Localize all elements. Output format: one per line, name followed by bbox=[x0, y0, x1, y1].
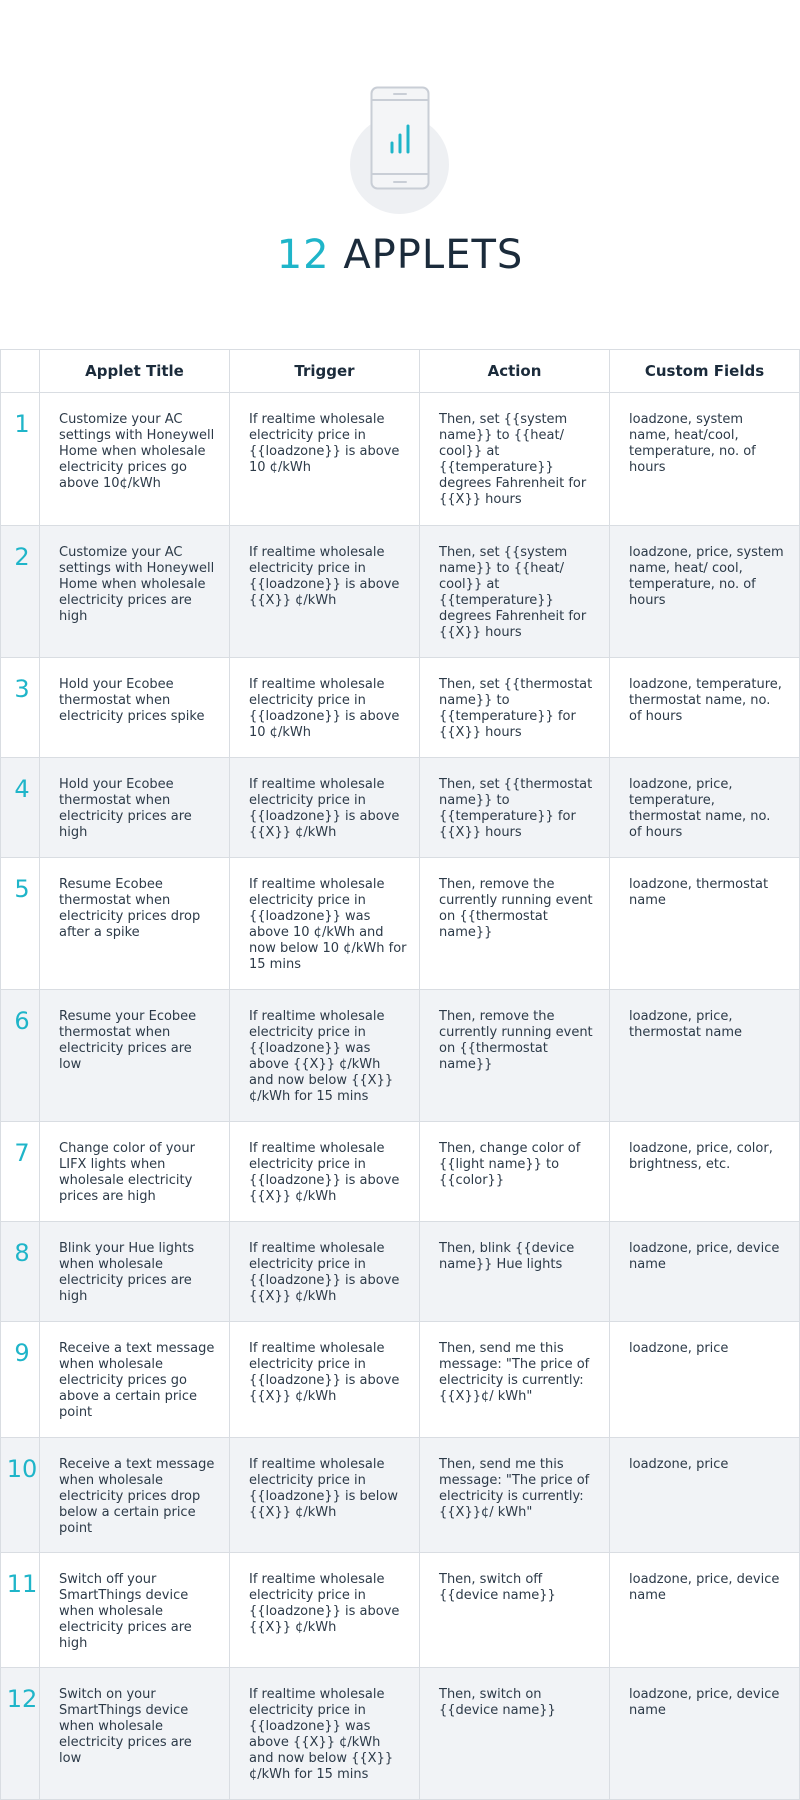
applets-table bbox=[0, 349, 800, 1800]
applet-title-cell: Switch off your SmartThings device when wholesale electricity prices are high bbox=[40, 1553, 230, 1668]
custom-fields-cell: loadzone, price, color, brightness, etc. bbox=[610, 1122, 800, 1222]
applet-title-cell: Customize your AC settings with Honeywell Home when wholesale electricity prices are high bbox=[40, 526, 230, 658]
header-applet-title: Applet Title bbox=[40, 350, 230, 393]
action-cell: Then, switch on {{device name}} bbox=[420, 1668, 610, 1800]
action-cell: Then, set {{thermostat name}} to {{temperature}} for {{X}} hours bbox=[420, 658, 610, 758]
trigger-cell: If realtime wholesale electricity price in {{loadzone}} is above {{X}} ¢/kWh bbox=[230, 1322, 420, 1438]
action-cell: Then, send me this message: "The price of electricity is currently: {{X}}¢/ kWh" bbox=[420, 1322, 610, 1438]
action-cell: Then, set {{thermostat name}} to {{temperature}} for {{X}} hours bbox=[420, 758, 610, 858]
applet-title-cell: Receive a text message when wholesale electricity prices go above a certain price point bbox=[40, 1322, 230, 1438]
trigger-cell: If realtime wholesale electricity price in {{loadzone}} was above {{X}} ¢/kWh and now below {{X}} ¢/kWh for 15 mins bbox=[230, 1668, 420, 1800]
table-row bbox=[1, 1322, 800, 1438]
table-row bbox=[1, 1122, 800, 1222]
trigger-cell: If realtime wholesale electricity price in {{loadzone}} is below {{X}} ¢/kWh bbox=[230, 1438, 420, 1553]
custom-fields-cell: loadzone, price, device name bbox=[610, 1553, 800, 1668]
applet-title-cell: Change color of your LIFX lights when wholesale electricity prices are high bbox=[40, 1122, 230, 1222]
table-row bbox=[1, 990, 800, 1122]
custom-fields-cell: loadzone, system name, heat/cool, temperature, no. of hours bbox=[610, 393, 800, 526]
custom-fields-cell: loadzone, price, device name bbox=[610, 1668, 800, 1800]
table-row bbox=[1, 393, 800, 526]
trigger-cell: If realtime wholesale electricity price in {{loadzone}} is above {{X}} ¢/kWh bbox=[230, 526, 420, 658]
table-row bbox=[1, 526, 800, 658]
trigger-cell: If realtime wholesale electricity price in {{loadzone}} was above {{X}} ¢/kWh and now below {{X}} ¢/kWh for 15 mins bbox=[230, 990, 420, 1122]
row-number: 1 bbox=[1, 393, 40, 526]
phone-chart-icon bbox=[370, 86, 430, 191]
action-cell: Then, remove the currently running event on {{thermostat name}} bbox=[420, 990, 610, 1122]
custom-fields-cell: loadzone, price bbox=[610, 1322, 800, 1438]
applet-title-cell: Switch on your SmartThings device when wholesale electricity prices are low bbox=[40, 1668, 230, 1800]
table-row bbox=[1, 758, 800, 858]
applet-title-cell: Blink your Hue lights when wholesale electricity prices are high bbox=[40, 1222, 230, 1322]
custom-fields-cell: loadzone, price, device name bbox=[610, 1222, 800, 1322]
custom-fields-cell: loadzone, thermostat name bbox=[610, 858, 800, 990]
applet-title-cell: Hold your Ecobee thermostat when electricity prices are high bbox=[40, 758, 230, 858]
header-trigger: Trigger bbox=[230, 350, 420, 393]
action-cell: Then, switch off {{device name}} bbox=[420, 1553, 610, 1668]
trigger-cell: If realtime wholesale electricity price in {{loadzone}} is above 10 ¢/kWh bbox=[230, 393, 420, 526]
row-number: 11 bbox=[1, 1553, 40, 1668]
custom-fields-cell: loadzone, price bbox=[610, 1438, 800, 1553]
header-action: Action bbox=[420, 350, 610, 393]
trigger-cell: If realtime wholesale electricity price in {{loadzone}} is above {{X}} ¢/kWh bbox=[230, 1122, 420, 1222]
row-number: 4 bbox=[1, 758, 40, 858]
row-number: 12 bbox=[1, 1668, 40, 1800]
header-number bbox=[1, 350, 40, 393]
row-number: 10 bbox=[1, 1438, 40, 1553]
table-row bbox=[1, 658, 800, 758]
page-title-text: APPLETS bbox=[343, 232, 524, 278]
action-cell: Then, remove the currently running event on {{thermostat name}} bbox=[420, 858, 610, 990]
custom-fields-cell: loadzone, price, thermostat name bbox=[610, 990, 800, 1122]
action-cell: Then, send me this message: "The price of electricity is currently: {{X}}¢/ kWh" bbox=[420, 1438, 610, 1553]
table-row bbox=[1, 1553, 800, 1668]
applet-title-cell: Hold your Ecobee thermostat when electricity prices spike bbox=[40, 658, 230, 758]
table-row bbox=[1, 858, 800, 990]
page-title bbox=[0, 232, 800, 278]
row-number: 5 bbox=[1, 858, 40, 990]
custom-fields-cell: loadzone, price, system name, heat/ cool, temperature, no. of hours bbox=[610, 526, 800, 658]
applet-title-cell: Receive a text message when wholesale electricity prices drop below a certain price point bbox=[40, 1438, 230, 1553]
custom-fields-cell: loadzone, price, temperature, thermostat name, no. of hours bbox=[610, 758, 800, 858]
trigger-cell: If realtime wholesale electricity price in {{loadzone}} is above {{X}} ¢/kWh bbox=[230, 1222, 420, 1322]
table-header-row bbox=[1, 350, 800, 393]
row-number: 2 bbox=[1, 526, 40, 658]
trigger-cell: If realtime wholesale electricity price in {{loadzone}} is above {{X}} ¢/kWh bbox=[230, 1553, 420, 1668]
row-number: 7 bbox=[1, 1122, 40, 1222]
trigger-cell: If realtime wholesale electricity price in {{loadzone}} is above {{X}} ¢/kWh bbox=[230, 758, 420, 858]
applet-title-cell: Resume your Ecobee thermostat when electricity prices are low bbox=[40, 990, 230, 1122]
trigger-cell: If realtime wholesale electricity price in {{loadzone}} was above 10 ¢/kWh and now below 10 ¢/kWh for 15 mins bbox=[230, 858, 420, 990]
applet-count: 12 bbox=[276, 232, 330, 278]
applet-title-cell: Customize your AC settings with Honeywell Home when wholesale electricity prices go above 10¢/kWh bbox=[40, 393, 230, 526]
action-cell: Then, set {{system name}} to {{heat/ cool}} at {{temperature}} degrees Fahrenheit for {{X}} hours bbox=[420, 393, 610, 526]
action-cell: Then, blink {{device name}} Hue lights bbox=[420, 1222, 610, 1322]
table-row bbox=[1, 1668, 800, 1800]
row-number: 9 bbox=[1, 1322, 40, 1438]
action-cell: Then, set {{system name}} to {{heat/ cool}} at {{temperature}} degrees Fahrenheit for {{X}} hours bbox=[420, 526, 610, 658]
table-row bbox=[1, 1222, 800, 1322]
header-custom-fields: Custom Fields bbox=[610, 350, 800, 393]
hero-section bbox=[0, 0, 800, 349]
row-number: 6 bbox=[1, 990, 40, 1122]
row-number: 3 bbox=[1, 658, 40, 758]
action-cell: Then, change color of {{light name}} to {{color}} bbox=[420, 1122, 610, 1222]
row-number: 8 bbox=[1, 1222, 40, 1322]
trigger-cell: If realtime wholesale electricity price in {{loadzone}} is above 10 ¢/kWh bbox=[230, 658, 420, 758]
applet-title-cell: Resume Ecobee thermostat when electricity prices drop after a spike bbox=[40, 858, 230, 990]
table-row bbox=[1, 1438, 800, 1553]
custom-fields-cell: loadzone, temperature, thermostat name, no. of hours bbox=[610, 658, 800, 758]
